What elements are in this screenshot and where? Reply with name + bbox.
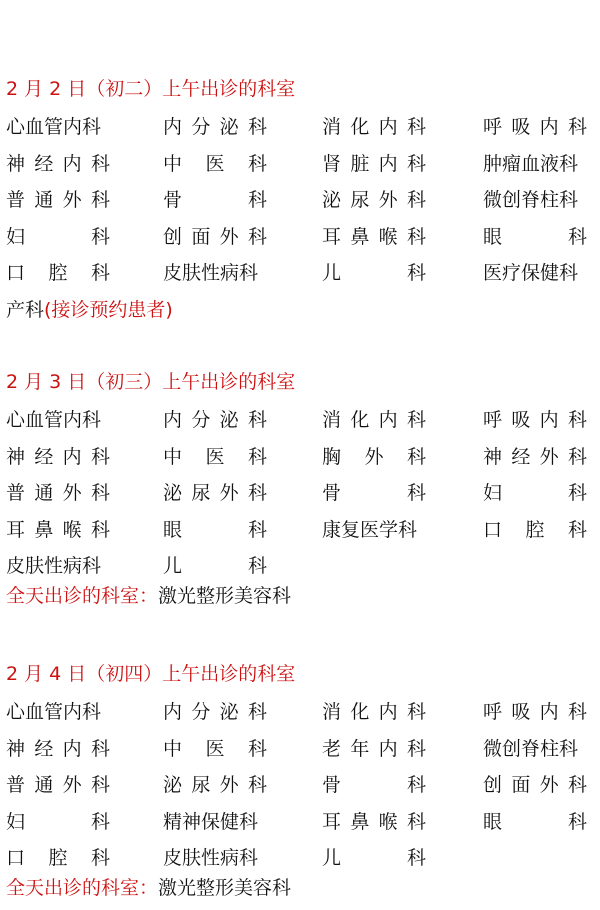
department-name: 普 通 外 科 — [6, 774, 110, 796]
department-name: 老 年 内 科 — [322, 737, 426, 760]
department-name: 创 面 外 科 — [163, 225, 267, 248]
department-name: 皮肤性病科 — [163, 847, 259, 869]
department-name: 医疗保健科 — [483, 262, 579, 284]
department-name: 中 医 科 — [163, 737, 267, 760]
note-highlight: 全天出诊的科室： — [6, 585, 159, 607]
department-name: 呼 吸 内 科 — [483, 409, 587, 431]
department-name: 皮肤性病科 — [6, 555, 102, 577]
department-name: 内 分 泌 科 — [163, 409, 267, 431]
department-name: 康复医学科 — [322, 518, 418, 541]
section-title: 2 月 3 日（初三）上午出诊的科室 — [6, 371, 296, 393]
department-name: 口 腔 科 — [6, 262, 110, 284]
department-name: 肾 脏 内 科 — [322, 152, 426, 175]
department-name: 儿 科 — [163, 555, 267, 577]
department-name: 泌 尿 外 科 — [163, 774, 267, 796]
section-note — [6, 879, 291, 898]
department-name: 口 腔 科 — [483, 518, 587, 541]
department-name: 神 经 内 科 — [6, 152, 110, 175]
note-text: 激光整形美容科 — [158, 585, 292, 607]
department-name: 骨 科 — [322, 774, 426, 796]
department-name: 妇 科 — [6, 225, 110, 248]
department-name: 神 经 内 科 — [6, 445, 110, 468]
department-name: 精神保健科 — [163, 810, 259, 833]
department-name: 神 经 内 科 — [6, 737, 110, 760]
department-name: 心血管内科 — [6, 409, 102, 431]
department-name: 中 医 科 — [163, 445, 267, 468]
department-name: 骨 科 — [163, 189, 267, 211]
department-name: 消 化 内 科 — [322, 409, 426, 431]
department-name: 内 分 泌 科 — [163, 116, 267, 138]
department-name: 微创脊柱科 — [483, 189, 579, 211]
department-name: 儿 科 — [322, 847, 426, 869]
department-name: 儿 科 — [322, 262, 426, 284]
department-name: 耳 鼻 喉 科 — [322, 810, 426, 833]
section-note — [6, 587, 291, 606]
department-name: 微创脊柱科 — [483, 737, 579, 760]
section-title: 2 月 2 日（初二）上午出诊的科室 — [6, 78, 296, 100]
department-name: 消 化 内 科 — [322, 701, 426, 723]
department-name: 眼 科 — [483, 225, 587, 248]
department-name: 呼 吸 内 科 — [483, 701, 587, 723]
department-name: 肿瘤血液科 — [483, 152, 579, 175]
department-name: 内 分 泌 科 — [163, 701, 267, 723]
section-note — [6, 301, 173, 320]
department-name: 眼 科 — [483, 810, 587, 833]
department-name: 妇 科 — [6, 810, 110, 833]
department-name: 皮肤性病科 — [163, 262, 259, 284]
department-name: 心血管内科 — [6, 116, 102, 138]
department-name: 普 通 外 科 — [6, 482, 110, 504]
department-name: 心血管内科 — [6, 701, 102, 723]
department-name: 胸 外 科 — [322, 445, 426, 468]
department-name: 创 面 外 科 — [483, 774, 587, 796]
department-name: 普 通 外 科 — [6, 189, 110, 211]
note-text: 产科 — [6, 299, 45, 321]
department-name: 呼 吸 内 科 — [483, 116, 587, 138]
department-name: 骨 科 — [322, 482, 426, 504]
department-name: 口 腔 科 — [6, 847, 110, 869]
note-highlight: (接诊预约患者) — [44, 299, 173, 321]
department-name: 耳 鼻 喉 科 — [322, 225, 426, 248]
note-highlight: 全天出诊的科室： — [6, 877, 159, 899]
department-name: 泌 尿 外 科 — [322, 189, 426, 211]
department-name: 妇 科 — [483, 482, 587, 504]
department-name: 眼 科 — [163, 518, 267, 541]
note-text: 激光整形美容科 — [158, 877, 292, 899]
department-name: 消 化 内 科 — [322, 116, 426, 138]
section-title: 2 月 4 日（初四）上午出诊的科室 — [6, 663, 296, 685]
department-name: 泌 尿 外 科 — [163, 482, 267, 504]
department-name: 神 经 外 科 — [483, 445, 587, 468]
department-name: 耳 鼻 喉 科 — [6, 518, 110, 541]
department-name: 中 医 科 — [163, 152, 267, 175]
